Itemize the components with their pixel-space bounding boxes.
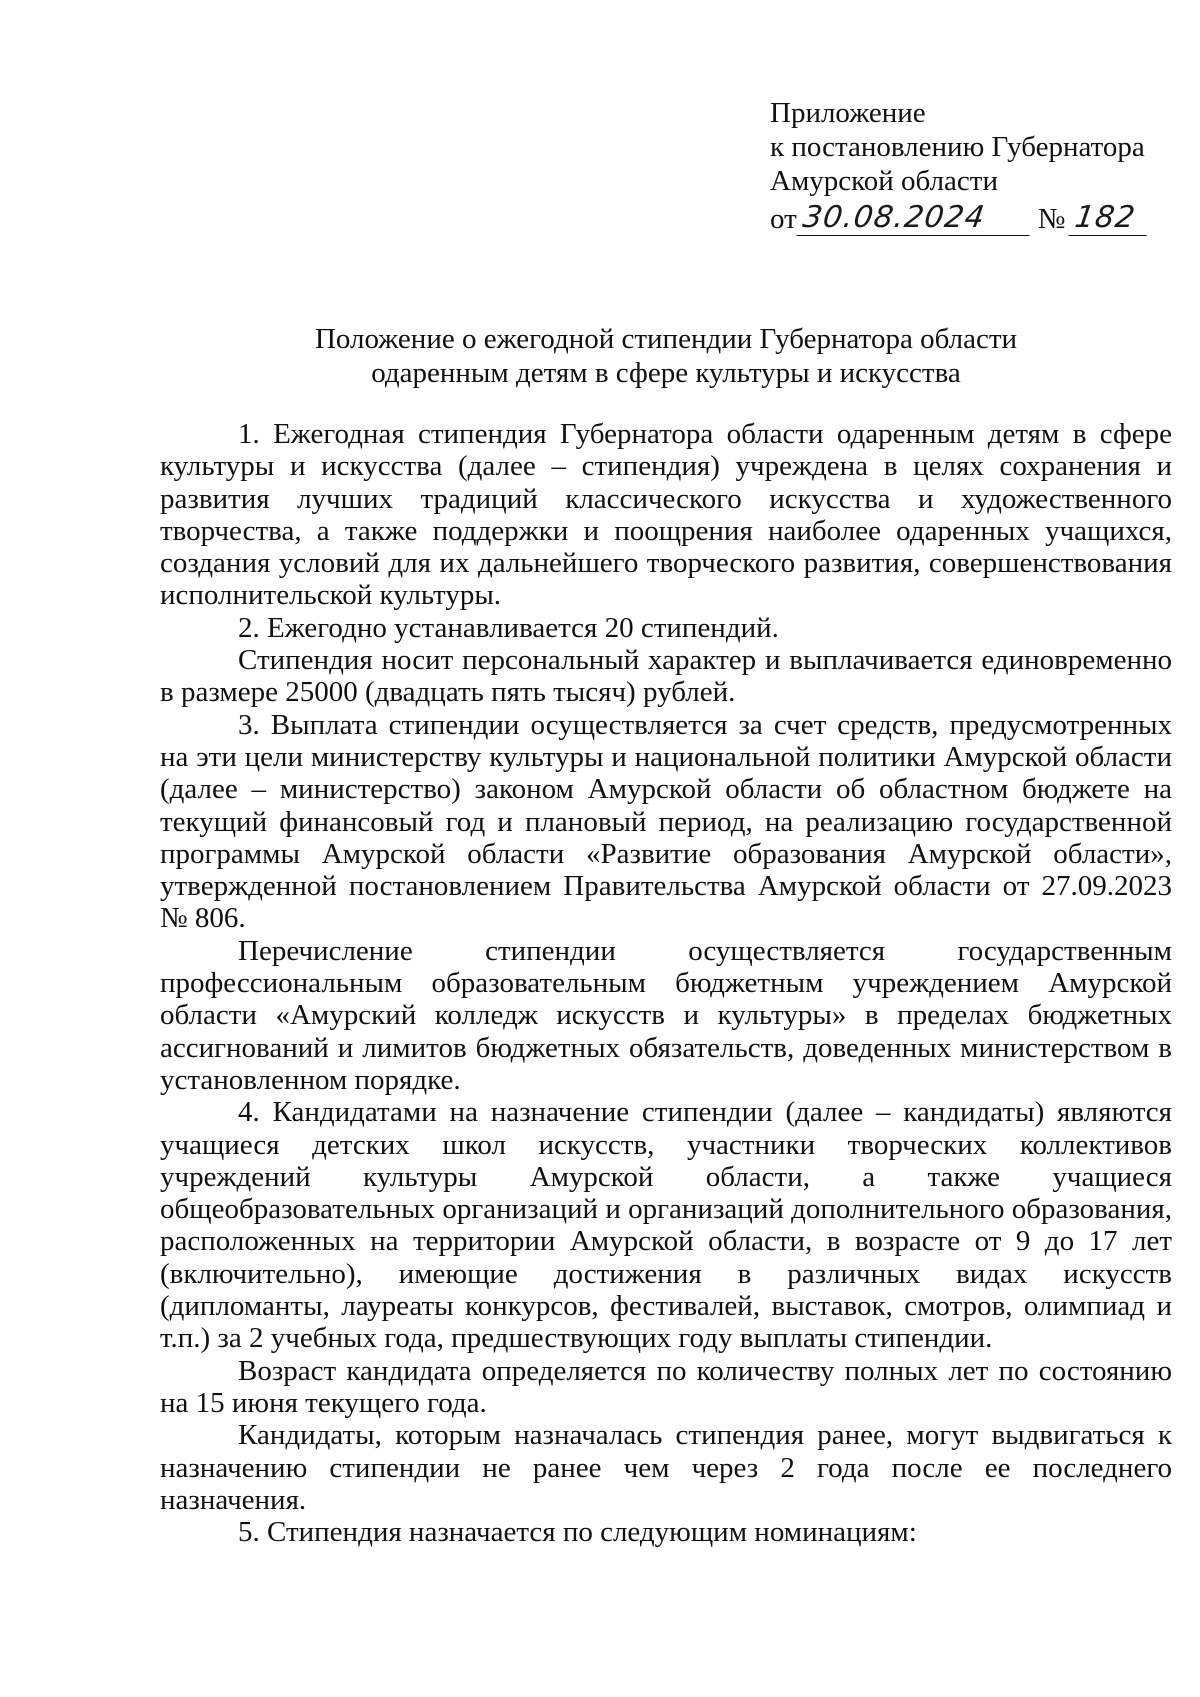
document-body: [160, 418, 1172, 1548]
paragraph-7: Возраст кандидата определяется по количеству полных лет по состоянию на 15 июня текущего года.: [160, 1354, 1172, 1419]
appendix-line-2: к постановлению Губернатора: [770, 131, 1145, 163]
paragraph-8: Кандидаты, которым назначалась стипендия ранее, могут выдвигаться к назначению стипендии не ранее чем через 2 года после ее последнего назначения.: [160, 1419, 1172, 1516]
from-label: от: [770, 203, 797, 235]
appendix-header: [770, 96, 1149, 236]
handwritten-date: 30.08.2024: [796, 201, 1034, 236]
document-title: [160, 322, 1172, 390]
appendix-line-3: Амурской области: [770, 165, 998, 197]
paragraph-9: 5. Стипендия назначается по следующим номинациям:: [238, 1516, 917, 1549]
paragraph-1: 1. Ежегодная стипендия Губернатора области одаренным детям в сфере культуры и искусства (далее – стипендия) учреждена в целях сохранения и развития лучших традиций классического искусства и художественного творчества, а также поддержки и поощрения наиболее одаренных учащихся, создания условий для их дальнейшего творческого развития, совершенствования исполнительской культуры.: [160, 418, 1172, 612]
paragraph-2: 2. Ежегодно устанавливается 20 стипендий.: [238, 611, 779, 644]
paragraph-5: Перечисление стипендии осуществляется государственным профессиональным образовательным бюджетным учреждением Амурской области «Амурский колледж искусств и культуры» в пределах бюджетных ассигнований и лимитов бюджетных обязательств, доведенных министерством в установленном порядке.: [160, 934, 1172, 1096]
handwritten-number: 182: [1069, 201, 1152, 236]
title-line-1: Положение о ежегодной стипендии Губернатора области: [314, 323, 1018, 355]
appendix-line-1: Приложение: [770, 97, 926, 129]
number-label: №: [1037, 203, 1066, 235]
paragraph-3: Стипендия носит персональный характер и выплачивается единовременно в размере 25000 (двадцать пять тысяч) рублей.: [160, 644, 1172, 709]
decree-date-number-row: [770, 198, 1149, 236]
title-line-2: одаренным детям в сфере культуры и искусства: [371, 357, 961, 389]
paragraph-4: 3. Выплата стипендии осуществляется за счет средств, предусмотренных на эти цели министерству культуры и национальной политики Амурской области (далее – министерство) законом Амурской области об областном бюджете на текущий финансовый год и плановый период, на реализацию государственной программы Амурской области «Развитие образования Амурской области», утвержденной постановлением Правительства Амурской области от 27.09.2023 № 806.: [160, 708, 1172, 935]
paragraph-6: 4. Кандидатами на назначение стипендии (далее – кандидаты) являются учащиеся детских школ искусств, участники творческих коллективов учреждений культуры Амурской области, а также учащиеся общеобразовательных организаций и организаций дополнительного образования, расположенных на территории Амурской области, в возрасте от 9 до 17 лет (включительно), имеющие достижения в различных видах искусств (дипломанты, лауреаты конкурсов, фестивалей, выставок, смотров, олимпиад и т.п.) за 2 учебных года, предшествующих году выплаты стипендии.: [160, 1096, 1172, 1355]
